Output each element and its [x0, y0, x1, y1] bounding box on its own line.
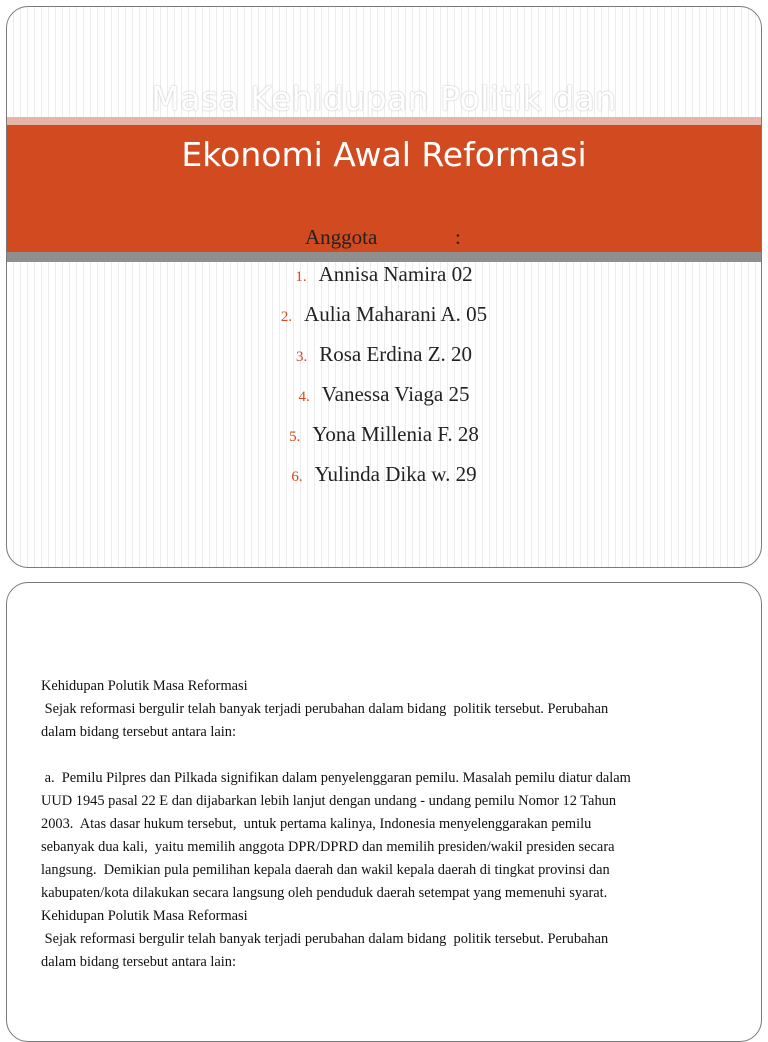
paragraph-line: Sejak reformasi bergulir telah banyak terjadi perubahan dalam bidang politik tersebut. Perubahan [41, 701, 609, 717]
list-item [7, 382, 761, 422]
list-number: 6. [291, 469, 303, 485]
members-label [305, 225, 485, 250]
anggota-label: Anggota [305, 225, 378, 249]
member-name: Vanessa Viaga 25 [321, 382, 470, 406]
title-line-1: Masa Kehidupan Politik dan [151, 79, 617, 118]
paragraph-line: Sejak reformasi bergulir telah banyak terjadi perubahan dalam bidang politik tersebut. Perubahan [41, 931, 609, 947]
anggota-colon: : [455, 225, 461, 249]
accent-band-light [7, 117, 761, 125]
paragraph-line: sebanyak dua kali, yaitu memilih anggota DPR/DPRD dan memilih presiden/wakil presiden secara [41, 839, 615, 855]
paragraph-line: kabupaten/kota dilakukan secara langsung oleh penduduk daerah setempat yang memenuhi syarat. [41, 885, 608, 901]
list-item [7, 422, 761, 462]
list-item [7, 462, 761, 502]
member-name: Aulia Maharani A. 05 [304, 302, 488, 326]
paragraph-line: a. Pemilu Pilpres dan Pilkada signifikan dalam penyelenggaran pemilu. Masalah pemilu diatur dalam [41, 770, 631, 786]
list-number: 5. [289, 429, 301, 445]
title-line-2: Ekonomi Awal Reformasi [181, 135, 587, 174]
paragraph-line: 2003. Atas dasar hukum tersebut, untuk pertama kalinya, Indonesia menyelenggarakan pemilu [41, 816, 592, 832]
member-name: Annisa Namira 02 [318, 262, 473, 286]
paragraph-line: UUD 1945 pasal 22 E dan dijabarkan lebih lanjut dengan undang - undang pemilu Nomor 12 Tahun [41, 793, 617, 809]
document-body [41, 675, 741, 974]
list-number: 1. [295, 269, 307, 285]
list-number: 2. [280, 309, 293, 325]
list-item [7, 302, 761, 342]
paragraph-line: langsung. Demikian pula pemilihan kepala daerah dan wakil kepala daerah di tingkat provinsi dan [41, 862, 610, 878]
list-number: 3. [295, 349, 308, 365]
list-item [7, 342, 761, 382]
blank-line [41, 744, 741, 767]
member-name: Rosa Erdina Z. 20 [319, 342, 473, 366]
list-item [7, 262, 761, 302]
section-heading: Kehidupan Polutik Masa Reformasi [41, 908, 248, 924]
paragraph-line: dalam bidang tersebut antara lain: [41, 954, 236, 970]
member-name: Yulinda Dika w. 29 [314, 462, 477, 486]
accent-band-gray [7, 252, 761, 262]
paragraph-line: dalam bidang tersebut antara lain: [41, 724, 236, 740]
title-slide [6, 6, 762, 568]
list-number: 4. [298, 389, 310, 405]
section-heading: Kehidupan Polutik Masa Reformasi [41, 678, 248, 694]
content-slide [6, 582, 762, 1042]
member-name: Yona Millenia F. 28 [312, 422, 479, 446]
